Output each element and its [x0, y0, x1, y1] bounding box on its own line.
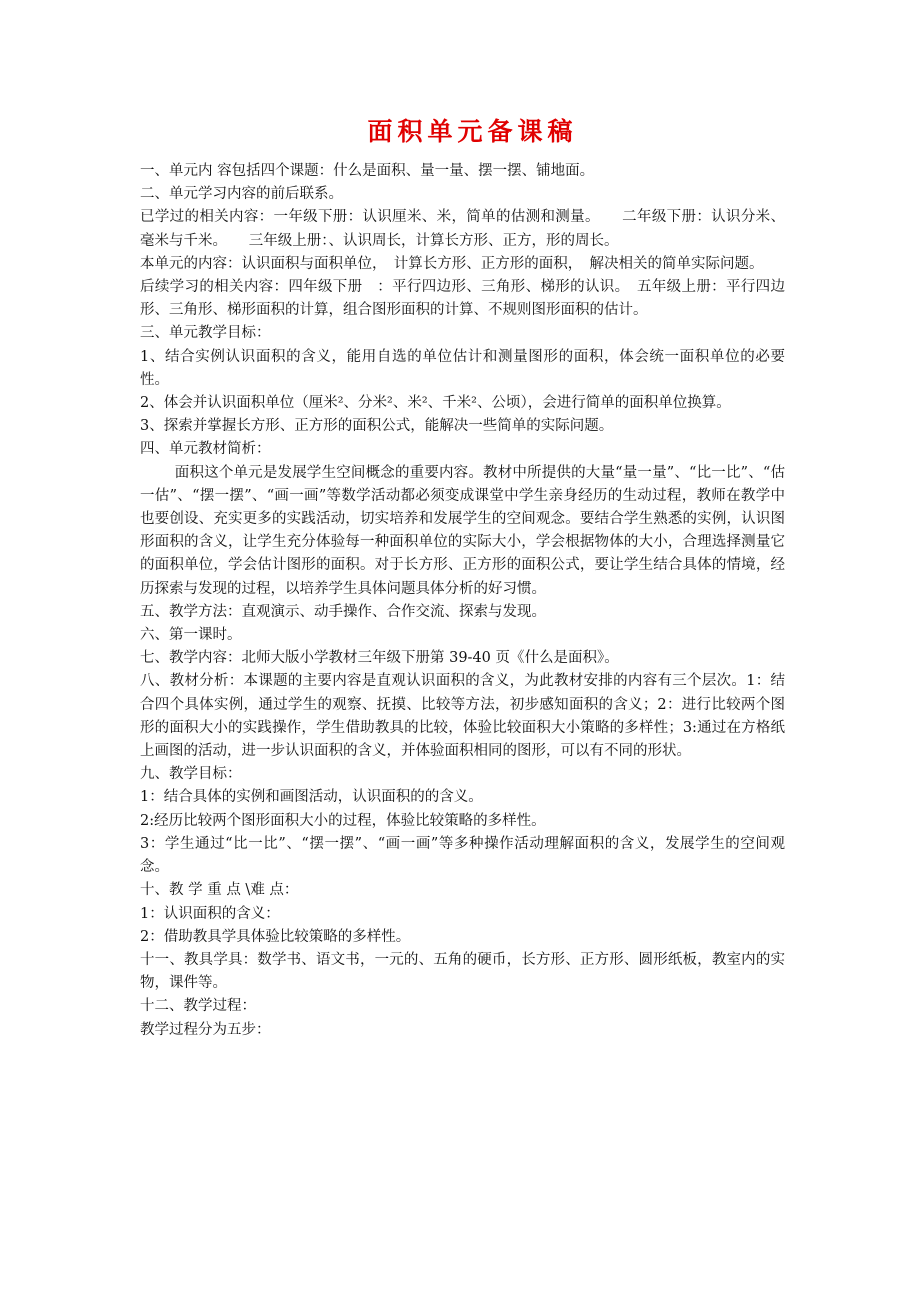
paragraph: 已学过的相关内容：一年级下册：认识厘米、米，简单的估测和测量。 二年级下册：认识分米、毫米与千米。 三年级上册：、认识周长，计算长方形、正方，形的周长。	[140, 209, 785, 249]
paragraph: 十一、教具学具：数学书、语文书，一元的、五角的硬币，长方形、正方形、圆形纸板，教室内的实物，课件等。	[140, 951, 785, 992]
paragraph: 2:经历比较两个图形面积大小的过程，体验比较策略的多样性。	[140, 812, 546, 829]
paragraph: 面积这个单元是发展学生空间概念的重要内容。教材中所提供的大量“量一量”、“比一比”、“估一估”、“摆一摆”、“画一画”等数学活动都必须变成课堂中学生亲身经历的生动过程，教师在教学中也要创设、充实更多的实践活动，切实培养和发展学生的空间观念。要结合学生熟悉的实例，认识图形面积的含义，让学生充分体验每一种面积单位的实际大小，学会根据物体的大小，合理选择测量它的面积单位，学会估计图形的面积。对于长方形、正方形的面积公式，要让学生结合具体的情境，经历探索与发现的过程，以培养学生具体问题具体分析的好习惯。	[140, 464, 785, 597]
paragraph: 三、单元教学目标：	[140, 325, 271, 342]
paragraph: 3、探索并掌握长方形、正方形的面积公式，能解决一些简单的实际问题。	[140, 418, 614, 435]
paragraph: 八、教材分析：本课题的主要内容是直观认识面积的含义，为此教材安排的内容有三个层次。1：结合四个具体实例，通过学生的观察、抚摸、比较等方法，初步感知面积的含义；2：进行比较两个图形的面积大小的实践操作，学生借助教具的比较，体验比较面积大小策略的多样性；3:通过在方格纸上画图的活动，进一步认识面积的含义，并体验面积相同的图形，可以有不同的形状。	[140, 673, 785, 760]
paragraph: 一、单元内 容包括四个课题：什么是面积、量一量、摆一摆、铺地面。	[140, 163, 595, 179]
paragraph: 二、单元学习内容的前后联系。	[140, 186, 343, 203]
paragraph: 1：结合具体的实例和画图活动，认识面积的的含义。	[140, 789, 483, 806]
document-title: 面积单元备课稿	[367, 117, 578, 146]
paragraph: 十二、教学过程：	[140, 998, 256, 1015]
paragraph: 教学过程分为五步：	[140, 1021, 271, 1038]
paragraph: 六、第一课时。	[140, 627, 242, 644]
paragraph: 后续学习的相关内容：四年级下册 ：平行四边形、三角形、梯形的认识。 五年级上册：平行四边形、三角形、梯形面积的计算，组合图形面积的计算、不规则图形面积的估计。	[140, 279, 785, 319]
paragraph: 1：认识面积的含义：	[140, 905, 280, 922]
document-page	[140, 112, 785, 1042]
paragraph: 七、教学内容：北师大版小学教材三年级下册第 39-40 页《什么是面积》。	[140, 650, 619, 667]
paragraph: 本单元的内容：认识面积与面积单位， 计算长方形、正方形的面积， 解决相关的简单实际问题。	[140, 255, 764, 272]
paragraph: 四、单元教材简析：	[140, 441, 271, 458]
document-body	[140, 160, 785, 1042]
paragraph: 十、教 学 重 点 \难 点：	[140, 882, 299, 899]
paragraph: 3：学生通过“比一比”、“摆一摆”、“画一画”等多种操作活动理解面积的含义，发展学生的空间观念。	[140, 835, 785, 876]
paragraph: 2：借助教具学具体验比较策略的多样性。	[140, 928, 411, 945]
paragraph: 五、教学方法：直观演示、动手操作、合作交流、探索与发现。	[140, 603, 546, 620]
paragraph: 2、体会并认识面积单位（厘米²、分米²、米²、千米²、公顷），会进行简单的面积单位换算。	[140, 395, 731, 412]
paragraph: 九、教学目标：	[140, 766, 242, 783]
paragraph: 1、结合实例认识面积的含义，能用自选的单位估计和测量图形的面积，体会统一面积单位的必要性。	[140, 348, 785, 388]
